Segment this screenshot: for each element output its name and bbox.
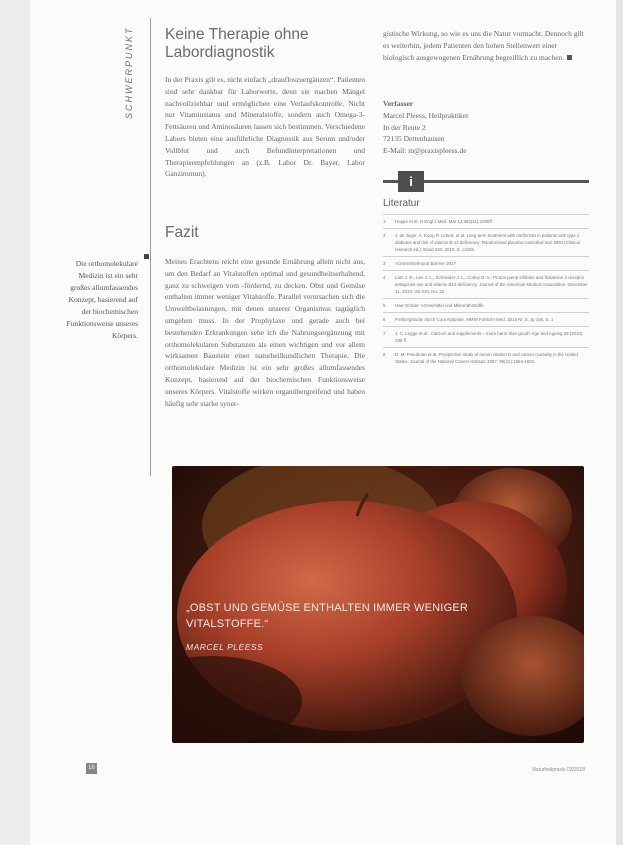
end-of-article-mark bbox=[567, 55, 572, 60]
footer-issue: Naturheilpraxis 03/2018 bbox=[532, 767, 585, 773]
sidebar-pull-quote: Die orthomolekulare Medizin ist ein sehr großes allumfassendes Konzept, basierend auf der biochemischen Funktionsweise unseres Körpers. bbox=[66, 259, 138, 340]
author-email: E-Mail: m@praxispleess.de bbox=[383, 146, 467, 156]
reference-item bbox=[383, 298, 589, 312]
reference-text: Arzneimittelreport Barmer 2017 bbox=[395, 261, 457, 266]
info-icon: i bbox=[398, 171, 424, 192]
image-quote-author: MARCEL PLEESS bbox=[186, 642, 264, 652]
reference-text: Uwe Gröber: Arzneimittel und Mikronährstoffe bbox=[395, 303, 484, 308]
reference-number: 2 bbox=[383, 233, 386, 238]
reference-item bbox=[383, 256, 589, 270]
reference-text: Lam J. R., Lee J. L., Schneider J. L., Corley D. A.: Proton pump inhibitor and histamine 2 receptor antagonist use and vitamin B12 deficiency. Journal of the American Medical Association. December 11, 2013, Vol 310, No. 22. bbox=[395, 275, 588, 294]
sidebar-marker bbox=[144, 254, 149, 259]
author-street: In der Reute 2 bbox=[383, 122, 426, 132]
reference-number: 1 bbox=[383, 219, 386, 224]
reference-number: 5 bbox=[383, 303, 386, 308]
paragraph-fazit: Meines Erachtens reicht eine gesunde Ernährung allein nicht aus, um den Bedarf an Vitalstoffen optimal und gesundheitserhaltend, ganz zu schweigen vom -fördernd, zu decken. Obst und Gemüse enthalten immer weniger Vitalstoffe. Parallel verursachen sich die Umweltbelastungen, mit denen unserer Organismus tagtäglich umgehen muss. In der Prophylaxe und gerade auch bei bestehenden Erkrankungen sehe ich die Nahrungsergänzung mit orthomolekularen Substanzen als einen wichtigen und vor allem wirksamen Baustein einer naturheilkundlichen Therapie. Die orthomolekulare Medizin ist ein sehr großes allumfassendes Konzept, basierend auf der biochemischen Funktionsweise unseres Körpers. Vitalstoffe wirken organübergreifend und haben häufig sehr starke syner- bbox=[165, 257, 365, 408]
reference-text: Hoppe et al. N Engl J Med. Mar 14;362(11):1050ff. bbox=[395, 219, 493, 224]
reference-list bbox=[383, 214, 589, 368]
reference-number: 7 bbox=[383, 331, 386, 336]
reference-item bbox=[383, 214, 589, 228]
reference-item bbox=[383, 270, 589, 298]
section-label: SCHWERPUNKT bbox=[124, 26, 134, 119]
reference-number: 4 bbox=[383, 275, 386, 280]
paragraph-fazit-continued bbox=[383, 28, 589, 63]
reference-item bbox=[383, 326, 589, 347]
reference-number: 3 bbox=[383, 261, 386, 266]
page-edge bbox=[616, 0, 623, 845]
author-block bbox=[383, 98, 589, 157]
page-number: 16 bbox=[86, 763, 97, 774]
reference-number: 6 bbox=[383, 317, 386, 322]
reference-item bbox=[383, 347, 589, 368]
reference-text: D. M. Freedman et al. Prospective study of serum vitamin D and cancer mortality in the United States. Journal of the National Cancer Institute 2007; 99(21):1594-1602. bbox=[395, 352, 578, 364]
reference-item bbox=[383, 312, 589, 326]
paragraph-fazit-continued-text: gistische Wirkung, so wie es uns die Natur vormacht. Dennoch gilt es weiterhin, jedem Patienten den hohen Stellenwert einer biologisch ausgewogenen Ernährung begreiflich zu machen. bbox=[383, 29, 584, 62]
reference-text: J. C. Legge et al.: Calcium and supplements – more harm than good? Age and Ageing 39 (2010) 186 ff. bbox=[395, 331, 583, 343]
heading-fazit: Fazit bbox=[165, 224, 199, 241]
author-label: Verfasser bbox=[383, 99, 414, 108]
column-divider bbox=[150, 18, 151, 476]
paragraph-labordiagnostik: In der Praxis gilt es, nicht einfach „draufloszuergänzen“. Patienten sind sehr dankbar für Laborwerte, denn sie machen Mängel nachvollziehbar und ermöglichen eine Verlaufskontrolle. Nicht nur Vitaminstatus und Mineralstoffe, sondern auch Omega-3-Fettsäuren und Aminosäuren lassen sich bestimmen. Verschiedene Labors bieten eine ausführliche Diagnostik aus Serum und/oder Vollblut und auch Befundinterpretationen und Therapieempfehlungen an (z.B. Labor Dr. Bayer, Labor Ganzimmun). bbox=[165, 75, 365, 179]
author-city: 72135 Dettenhausen bbox=[383, 134, 445, 144]
heading-labordiagnostik: Keine Therapie ohne Labordiagnostik bbox=[165, 26, 309, 61]
image-pull-quote: „OBST UND GEMÜSE ENTHALTEN IMMER WENIGER VITALSTOFFE.“ bbox=[186, 602, 469, 630]
author-name: Marcel Pleess, Heilpraktiker bbox=[383, 110, 469, 120]
reference-text: J. de Jager, A. Kooy, P. Lehert, et al. Long term treatment with metformin in patients with type 2 diabetes and risk of vitamin B-12 deficiency: Randomised placebo controlled trial. BMJ (Clinical research ed.), Band 340, 2010, S. c2181. bbox=[395, 233, 580, 252]
literature-title: Literatur bbox=[383, 198, 420, 209]
scan-edge bbox=[0, 0, 30, 845]
reference-item bbox=[383, 228, 589, 256]
reference-text: Freiburgstudie durch Cura Naturale. MMW Fortschr Med. 2014 Nr. 5, Jg 156, S. 1 bbox=[395, 317, 554, 322]
reference-number: 8 bbox=[383, 352, 386, 357]
